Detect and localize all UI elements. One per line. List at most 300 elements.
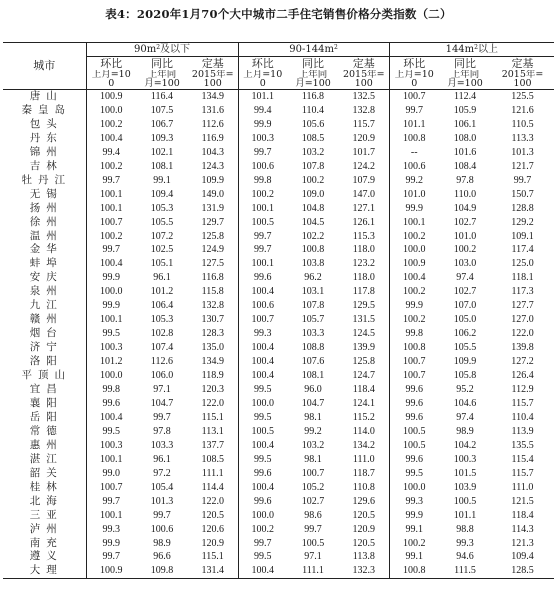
index-value-cell: 99.4 bbox=[238, 104, 287, 118]
index-value-cell: 99.6 bbox=[102, 397, 120, 409]
index-value-cell: 100.4 bbox=[238, 439, 287, 453]
index-value-cell: 99.9 bbox=[102, 272, 120, 284]
index-value-cell: 110.4 bbox=[511, 411, 534, 423]
sub-header-base-line1: 上月=10 bbox=[394, 70, 434, 80]
index-value-cell: 100.5 bbox=[389, 425, 439, 439]
index-value-cell: 116.9 bbox=[201, 132, 224, 144]
index-value-cell: 124.7 bbox=[352, 370, 375, 382]
index-value-cell: 99.9 bbox=[389, 299, 439, 313]
city-name-cell: 襄阳 bbox=[3, 397, 86, 411]
index-value-cell: 121.7 bbox=[511, 160, 534, 172]
index-value-cell: 139.9 bbox=[352, 342, 375, 354]
index-value-cell: 118.1 bbox=[511, 272, 534, 284]
index-value-cell: 97.1 bbox=[153, 384, 171, 396]
index-value-cell: 99.8 bbox=[238, 174, 287, 188]
index-value-cell: 128.3 bbox=[201, 328, 224, 340]
index-value-cell: 126.4 bbox=[511, 370, 534, 382]
index-value-cell: 129.6 bbox=[352, 495, 375, 507]
index-value-cell: 107.6 bbox=[301, 356, 325, 368]
index-value-cell: 97.8 bbox=[456, 174, 474, 186]
index-value-cell: 100.2 bbox=[238, 188, 287, 202]
index-value-cell: 111.1 bbox=[201, 467, 224, 479]
index-value-cell: 105.6 bbox=[301, 118, 325, 130]
index-value-cell: 100.7 bbox=[389, 90, 439, 104]
table-row bbox=[3, 216, 554, 230]
index-value-cell: 100.4 bbox=[100, 258, 123, 270]
index-value-cell: 95.2 bbox=[456, 384, 474, 396]
index-value-cell: 97.4 bbox=[456, 272, 474, 284]
index-value-cell: 115.3 bbox=[352, 230, 375, 242]
city-name-cell: 徐州 bbox=[3, 216, 86, 230]
city-name-cell: 宜昌 bbox=[3, 383, 86, 397]
index-value-cell: 104.5 bbox=[301, 216, 325, 228]
index-value-cell: 105.3 bbox=[150, 202, 174, 214]
index-value-cell: 100.2 bbox=[100, 118, 123, 130]
sub-header-label: 环比 bbox=[238, 57, 287, 71]
index-value-cell: 114.3 bbox=[511, 523, 534, 535]
index-value-cell: 115.1 bbox=[201, 411, 224, 423]
index-value-cell: 107.4 bbox=[150, 342, 174, 354]
city-name-cell: 岳阳 bbox=[3, 411, 86, 425]
sub-header-base-line1: 上年同 bbox=[450, 70, 480, 80]
index-value-cell: 99.7 bbox=[513, 174, 532, 186]
index-value-cell: 104.7 bbox=[150, 397, 174, 409]
index-value-cell: 112.4 bbox=[453, 91, 477, 102]
index-value-cell: 99.6 bbox=[389, 383, 439, 397]
index-value-cell: 100.0 bbox=[238, 509, 287, 523]
index-value-cell: 100.1 bbox=[389, 216, 439, 230]
index-value-cell: 99.7 bbox=[102, 244, 120, 256]
index-value-cell: 108.1 bbox=[150, 160, 174, 172]
index-value-cell: 104.7 bbox=[301, 397, 325, 409]
table-row bbox=[3, 341, 554, 355]
index-value-cell: 99.5 bbox=[389, 467, 439, 481]
index-value-cell: 100.2 bbox=[389, 313, 439, 327]
sub-header-base-line2: 100 bbox=[203, 78, 222, 89]
index-value-cell: 129.7 bbox=[201, 216, 224, 228]
city-name-cell: 唐山 bbox=[3, 90, 86, 104]
index-value-cell: 94.6 bbox=[456, 551, 474, 563]
index-value-cell: 100.8 bbox=[389, 564, 439, 578]
index-value-cell: 103.8 bbox=[301, 258, 325, 270]
city-name-cell: 桂林 bbox=[3, 481, 86, 495]
index-value-cell: 102.1 bbox=[150, 146, 174, 158]
index-value-cell: 100.7 bbox=[301, 467, 325, 479]
table-row bbox=[3, 118, 554, 132]
sub-header-base-line1: 上月=10 bbox=[243, 70, 283, 80]
index-value-cell: 99.3 bbox=[456, 537, 474, 549]
city-name-cell: 遵义 bbox=[3, 550, 86, 564]
group-header-medium: $90-144m^2$ bbox=[238, 43, 389, 57]
index-value-cell: 100.6 bbox=[150, 523, 174, 535]
index-value-cell: 100.4 bbox=[238, 481, 287, 495]
sub-header-base-line1: 上年同 bbox=[147, 70, 177, 80]
index-value-cell: 109.9 bbox=[453, 356, 477, 368]
index-value-cell: 104.8 bbox=[301, 202, 325, 214]
index-value-cell: 137.7 bbox=[201, 439, 224, 451]
city-name-cell: 南充 bbox=[3, 537, 86, 551]
index-value-cell: 122.0 bbox=[201, 397, 224, 409]
index-value-cell: 120.5 bbox=[352, 509, 375, 521]
sub-header-base bbox=[86, 70, 136, 90]
city-name-cell: 平顶山 bbox=[3, 369, 86, 383]
index-value-cell: 111.0 bbox=[511, 481, 534, 493]
index-value-cell: 100.3 bbox=[100, 439, 123, 451]
index-value-cell: 99.5 bbox=[102, 328, 120, 340]
table-row bbox=[3, 132, 554, 146]
index-value-cell: 120.3 bbox=[201, 384, 224, 396]
sub-header-base bbox=[287, 70, 339, 90]
index-value-cell: 99.7 bbox=[153, 411, 171, 423]
index-value-cell: 100.3 bbox=[100, 342, 123, 354]
index-value-cell: 101.5 bbox=[453, 467, 477, 479]
index-value-cell: 110.4 bbox=[301, 104, 325, 116]
index-value-cell: 99.2 bbox=[389, 174, 439, 188]
sub-header-base-line2: 月=100 bbox=[447, 78, 483, 89]
index-value-cell: 118.4 bbox=[352, 384, 375, 396]
table-row bbox=[3, 383, 554, 397]
index-value-cell: 120.9 bbox=[201, 537, 224, 549]
index-value-cell: 108.1 bbox=[301, 370, 325, 382]
group-header-large: $144m^2$以上 bbox=[389, 43, 554, 57]
index-value-cell: 105.5 bbox=[150, 216, 174, 228]
table-row bbox=[3, 411, 554, 425]
table-row bbox=[3, 230, 554, 244]
index-value-cell: 127.2 bbox=[511, 356, 534, 368]
index-value-cell: 100.0 bbox=[100, 104, 123, 116]
index-value-cell: 106.1 bbox=[453, 118, 477, 130]
index-value-cell: 99.5 bbox=[238, 550, 287, 564]
city-name-cell: 北海 bbox=[3, 495, 86, 509]
table-row bbox=[3, 369, 554, 383]
index-value-cell: 100.0 bbox=[238, 397, 287, 411]
index-value-cell: 99.2 bbox=[304, 425, 322, 437]
city-name-cell: 湛江 bbox=[3, 453, 86, 467]
index-value-cell: 108.5 bbox=[201, 453, 224, 465]
index-value-cell: 96.2 bbox=[304, 272, 322, 284]
index-value-cell: 99.7 bbox=[238, 537, 287, 551]
table-row bbox=[3, 285, 554, 299]
index-value-cell: 120.5 bbox=[201, 509, 224, 521]
city-name-cell: 洛阳 bbox=[3, 355, 86, 369]
index-value-cell: 120.9 bbox=[352, 523, 375, 535]
index-value-cell: 117.3 bbox=[511, 286, 534, 298]
index-value-cell: 99.8 bbox=[102, 384, 120, 396]
index-value-cell: 108.4 bbox=[453, 160, 477, 172]
index-value-cell: 100.4 bbox=[100, 132, 123, 144]
index-value-cell: 125.0 bbox=[511, 258, 534, 270]
index-value-cell: 120.6 bbox=[201, 523, 224, 535]
table-row bbox=[3, 550, 554, 564]
city-name-cell: 温州 bbox=[3, 230, 86, 244]
index-value-cell: 102.7 bbox=[453, 286, 477, 298]
index-value-cell: 116.8 bbox=[201, 272, 224, 284]
index-value-cell: 107.9 bbox=[352, 174, 375, 186]
sub-header-base bbox=[389, 70, 439, 90]
index-value-cell: 115.1 bbox=[201, 551, 224, 563]
index-value-cell: 100.5 bbox=[389, 439, 439, 453]
index-value-cell: 125.5 bbox=[511, 91, 534, 102]
index-value-cell: 99.7 bbox=[102, 551, 120, 563]
index-value-cell: 99.7 bbox=[238, 146, 287, 160]
index-value-cell: 113.8 bbox=[352, 551, 375, 563]
index-value-cell: 97.1 bbox=[304, 551, 322, 563]
index-value-cell: 101.6 bbox=[453, 146, 477, 158]
index-value-cell: 99.9 bbox=[389, 509, 439, 523]
table-row bbox=[3, 146, 554, 160]
index-value-cell: 97.4 bbox=[456, 411, 474, 423]
index-value-cell: 104.9 bbox=[453, 202, 477, 214]
index-value-cell: 99.1 bbox=[153, 174, 171, 186]
index-value-cell: 109.9 bbox=[201, 174, 224, 186]
index-value-cell: 100.0 bbox=[389, 481, 439, 495]
sub-header-base-line1: 上年同 bbox=[298, 70, 328, 80]
index-value-cell: 106.4 bbox=[150, 300, 174, 312]
table-row bbox=[3, 495, 554, 509]
sub-header-base-line2: 100 bbox=[513, 78, 532, 89]
index-value-cell: 118.4 bbox=[511, 509, 534, 521]
index-value-cell: 131.4 bbox=[188, 564, 238, 578]
index-value-cell: 100.0 bbox=[389, 243, 439, 257]
index-value-cell: 108.5 bbox=[301, 132, 325, 144]
table-title: 表4：2020年1月70个大中城市二手住宅销售价格分类指数（二） bbox=[105, 7, 452, 21]
index-value-cell: 100.2 bbox=[301, 174, 325, 186]
table-row bbox=[3, 299, 554, 313]
index-value-cell: 98.1 bbox=[304, 411, 322, 423]
index-value-cell: 124.3 bbox=[201, 160, 224, 172]
index-value-cell: 99.3 bbox=[102, 523, 120, 535]
index-value-cell: 115.2 bbox=[352, 411, 375, 423]
index-value-cell: 101.3 bbox=[150, 495, 174, 507]
table-row bbox=[3, 313, 554, 327]
index-value-cell: 107.8 bbox=[301, 160, 325, 172]
index-value-cell: 117.8 bbox=[352, 286, 375, 298]
index-value-cell: 111.1 bbox=[287, 564, 339, 578]
index-value-cell: 115.7 bbox=[352, 118, 375, 130]
index-value-cell: 120.5 bbox=[352, 537, 375, 549]
index-value-cell: 134.9 bbox=[201, 91, 224, 102]
index-value-cell: 122.0 bbox=[511, 328, 534, 340]
index-value-cell: 108.0 bbox=[453, 132, 477, 144]
city-name-cell: 牡丹江 bbox=[3, 174, 86, 188]
index-value-cell: 97.2 bbox=[153, 467, 171, 479]
index-value-cell: 99.7 bbox=[153, 509, 171, 521]
index-value-cell: 99.9 bbox=[389, 202, 439, 216]
index-value-cell: 99.6 bbox=[238, 271, 287, 285]
index-value-cell: 105.8 bbox=[453, 370, 477, 382]
index-value-cell: 100.2 bbox=[453, 244, 477, 256]
index-value-cell: 127.5 bbox=[201, 258, 224, 270]
index-value-cell: 100.1 bbox=[100, 188, 123, 200]
sub-header-label: 同比 bbox=[302, 57, 324, 70]
index-value-cell: 100.2 bbox=[389, 285, 439, 299]
index-value-cell: 109.4 bbox=[511, 551, 534, 563]
index-value-cell: 99.6 bbox=[238, 495, 287, 509]
index-value-cell: 100.4 bbox=[100, 411, 123, 423]
index-value-cell: 118.0 bbox=[352, 244, 375, 256]
index-value-cell: 99.6 bbox=[238, 467, 287, 481]
index-value-cell: 118.9 bbox=[201, 370, 224, 382]
index-value-cell: 120.9 bbox=[352, 132, 375, 144]
index-value-cell: 101.7 bbox=[352, 146, 375, 158]
index-value-cell: 124.1 bbox=[352, 397, 375, 409]
index-value-cell: 99.9 bbox=[102, 300, 120, 312]
price-index-table bbox=[3, 42, 554, 579]
sub-header-label: 同比 bbox=[454, 57, 477, 70]
sub-header-label: 定基 bbox=[352, 57, 375, 70]
index-value-cell: 99.3 bbox=[238, 327, 287, 341]
sub-header-base bbox=[136, 70, 188, 90]
index-value-cell: 111.5 bbox=[439, 564, 491, 578]
index-value-cell: 99.5 bbox=[238, 453, 287, 467]
index-value-cell: 100.4 bbox=[238, 564, 287, 578]
index-value-cell: 108.8 bbox=[301, 342, 325, 354]
index-value-cell: 102.2 bbox=[301, 230, 325, 242]
sub-header-base-line2: 0 bbox=[411, 78, 418, 89]
index-value-cell: 99.3 bbox=[389, 495, 439, 509]
index-value-cell: 109.3 bbox=[150, 132, 174, 144]
index-value-cell: 105.7 bbox=[301, 314, 325, 326]
index-value-cell: 100.8 bbox=[389, 132, 439, 146]
index-value-cell: 100.4 bbox=[238, 285, 287, 299]
index-value-cell: 99.5 bbox=[102, 425, 120, 437]
index-value-cell: 100.7 bbox=[100, 481, 123, 493]
index-value-cell: 100.6 bbox=[389, 160, 439, 174]
index-value-cell: 124.5 bbox=[352, 328, 375, 340]
sub-header-base-line1: 2015年= bbox=[191, 70, 234, 80]
table-row bbox=[3, 160, 554, 174]
index-value-cell: 100.3 bbox=[453, 453, 477, 465]
index-value-cell: 99.9 bbox=[238, 118, 287, 132]
index-value-cell: 100.1 bbox=[100, 453, 123, 465]
index-value-cell: 135.0 bbox=[201, 342, 224, 354]
index-value-cell: 96.0 bbox=[304, 384, 322, 396]
index-value-cell: 110.8 bbox=[352, 481, 375, 493]
sub-header-label: 环比 bbox=[389, 57, 439, 71]
index-value-cell: 98.8 bbox=[456, 523, 474, 535]
index-value-cell: 103.0 bbox=[453, 258, 477, 270]
index-value-cell: 102.5 bbox=[150, 244, 174, 256]
sub-header-label: 环比 bbox=[100, 57, 123, 70]
index-value-cell: 125.8 bbox=[201, 230, 224, 242]
index-value-cell: 100.1 bbox=[100, 314, 123, 326]
city-name-cell: 泉州 bbox=[3, 285, 86, 299]
index-value-cell: 100.5 bbox=[453, 495, 477, 507]
index-value-cell: 103.2 bbox=[301, 146, 325, 158]
sub-header-base bbox=[491, 70, 554, 90]
index-value-cell: 105.0 bbox=[453, 314, 477, 326]
index-value-cell: 112.6 bbox=[150, 356, 174, 368]
city-name-cell: 三亚 bbox=[3, 509, 86, 523]
index-value-cell: 104.2 bbox=[453, 439, 477, 451]
index-value-cell: 106.0 bbox=[150, 370, 174, 382]
index-value-cell: 102.8 bbox=[150, 328, 174, 340]
index-value-cell: 118.0 bbox=[352, 272, 375, 284]
city-name-cell: 蚌埠 bbox=[3, 257, 86, 271]
index-value-cell: -- bbox=[389, 146, 439, 160]
index-value-cell: 100.2 bbox=[100, 160, 123, 172]
index-value-cell: 101.1 bbox=[453, 509, 477, 521]
index-value-cell: 100.7 bbox=[100, 216, 123, 228]
sub-header-base-line2: 0 bbox=[108, 78, 115, 89]
table-row bbox=[3, 355, 554, 369]
index-value-cell: 99.5 bbox=[238, 411, 287, 425]
city-name-cell: 金华 bbox=[3, 243, 86, 257]
index-value-cell: 100.5 bbox=[238, 425, 287, 439]
index-value-cell: 100.4 bbox=[238, 341, 287, 355]
index-value-cell: 99.1 bbox=[389, 550, 439, 564]
index-value-cell: 127.0 bbox=[511, 314, 534, 326]
city-name-cell: 济宁 bbox=[3, 341, 86, 355]
table-row bbox=[3, 467, 554, 481]
index-value-cell: 114.4 bbox=[201, 481, 224, 493]
sub-header-base-line2: 100 bbox=[354, 78, 373, 89]
index-value-cell: 100.8 bbox=[389, 341, 439, 355]
index-value-cell: 100.4 bbox=[238, 369, 287, 383]
index-value-cell: 100.9 bbox=[389, 257, 439, 271]
city-name-cell: 扬州 bbox=[3, 202, 86, 216]
index-value-cell: 100.2 bbox=[100, 230, 123, 242]
city-name-cell: 无锡 bbox=[3, 188, 86, 202]
index-value-cell: 105.9 bbox=[453, 104, 477, 116]
index-value-cell: 129.5 bbox=[352, 300, 375, 312]
table-row bbox=[3, 397, 554, 411]
table-row bbox=[3, 188, 554, 202]
index-value-cell: 118.7 bbox=[352, 467, 375, 479]
table-row bbox=[3, 202, 554, 216]
index-value-cell: 105.1 bbox=[150, 258, 174, 270]
index-value-cell: 131.9 bbox=[201, 202, 224, 214]
index-value-cell: 99.7 bbox=[389, 104, 439, 118]
sub-header-base bbox=[339, 70, 389, 90]
city-name-cell: 韶关 bbox=[3, 467, 86, 481]
city-name-cell: 惠州 bbox=[3, 439, 86, 453]
table-row bbox=[3, 104, 554, 118]
sub-header-label: 定基 bbox=[201, 57, 224, 70]
index-value-cell: 115.7 bbox=[511, 467, 534, 479]
index-value-cell: 107.0 bbox=[453, 300, 477, 312]
sub-header-base bbox=[439, 70, 491, 90]
table-row bbox=[3, 564, 554, 578]
index-value-cell: 116.4 bbox=[150, 91, 174, 102]
index-value-cell: 99.6 bbox=[389, 411, 439, 425]
index-value-cell: 114.0 bbox=[352, 425, 375, 437]
sub-header-base-line2: 0 bbox=[259, 78, 266, 89]
city-column-header: 城市 bbox=[3, 43, 86, 90]
index-value-cell: 100.6 bbox=[238, 299, 287, 313]
index-value-cell: 99.9 bbox=[102, 537, 120, 549]
index-value-cell: 98.9 bbox=[153, 537, 171, 549]
sub-header-base-line1: 2015年= bbox=[342, 70, 385, 80]
index-value-cell: 103.9 bbox=[453, 481, 477, 493]
index-value-cell: 147.0 bbox=[352, 188, 375, 200]
index-value-cell: 100.1 bbox=[238, 202, 287, 216]
index-value-cell: 124.2 bbox=[352, 160, 375, 172]
index-value-cell: 109.1 bbox=[511, 230, 534, 242]
sub-header-label: 同比 bbox=[151, 57, 173, 70]
index-value-cell: 111.0 bbox=[352, 453, 375, 465]
city-name-cell: 包头 bbox=[3, 118, 86, 132]
index-value-cell: 121.6 bbox=[511, 104, 534, 116]
index-value-cell: 105.2 bbox=[301, 481, 325, 493]
sub-header-base-line2: 月=100 bbox=[295, 78, 331, 89]
index-value-cell: 131.6 bbox=[201, 104, 224, 116]
index-value-cell: 115.4 bbox=[511, 453, 534, 465]
index-value-cell: 99.6 bbox=[389, 397, 439, 411]
index-value-cell: 112.9 bbox=[511, 384, 534, 396]
sub-header-base bbox=[188, 70, 238, 90]
city-name-cell: 秦皇岛 bbox=[3, 104, 86, 118]
